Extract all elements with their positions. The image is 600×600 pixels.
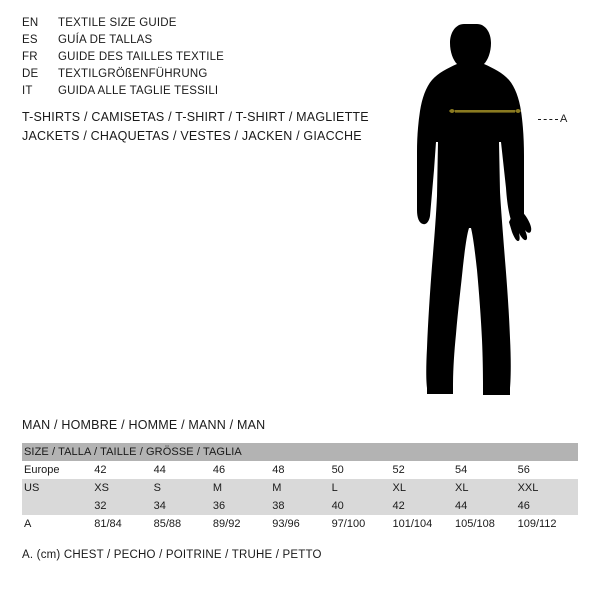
cell-europe-5: 52 [391,461,454,479]
table-row [22,497,578,515]
table-row [22,515,578,533]
row-label-a: A [22,515,92,533]
cell-usnum-5: 42 [391,497,454,515]
language-code-es: ES [22,34,38,46]
cell-europe-1: 44 [152,461,211,479]
cell-europe-4: 50 [330,461,391,479]
cell-a-4: 97/100 [330,515,391,533]
cell-usnum-3: 38 [270,497,329,515]
category-tshirts: T-SHIRTS / CAMISETAS / T-SHIRT / T-SHIRT / MAGLIETTE [22,110,369,124]
cell-europe-0: 42 [92,461,151,479]
cell-usnum-4: 40 [330,497,391,515]
figure-illustration [400,10,600,400]
language-code-en: EN [22,17,39,29]
cell-us-6: XL [453,479,516,497]
cell-us-1: S [152,479,211,497]
cell-europe-2: 46 [211,461,270,479]
table-row [22,479,578,497]
measure-label-a: A [560,113,568,125]
cell-usnum-7: 46 [516,497,578,515]
measure-leader-line [538,119,558,121]
cell-us-0: XS [92,479,151,497]
row-label-europe: Europe [22,461,92,479]
cell-a-7: 109/112 [516,515,578,533]
language-row-es [22,34,352,51]
row-label-us-numeric [22,497,92,515]
cell-us-2: M [211,479,270,497]
cell-a-3: 93/96 [270,515,329,533]
language-row-en [22,17,352,34]
language-text-es: GUÍA DE TALLAS [58,34,153,46]
language-text-fr: GUIDE DES TAILLES TEXTILE [58,51,225,63]
language-row-it [22,85,352,102]
table-title: MAN / HOMBRE / HOMME / MANN / MAN [22,418,266,432]
row-label-us: US [22,479,92,497]
cell-europe-6: 54 [453,461,516,479]
cell-a-6: 105/108 [453,515,516,533]
cell-usnum-6: 44 [453,497,516,515]
cell-europe-3: 48 [270,461,329,479]
cell-usnum-0: 32 [92,497,151,515]
cell-us-7: XXL [516,479,578,497]
cell-usnum-1: 34 [152,497,211,515]
size-table [22,443,578,533]
language-code-de: DE [22,68,39,80]
cell-us-5: XL [391,479,454,497]
table-header-label: SIZE / TALLA / TAILLE / GRÖSSE / TAGLIA [22,443,578,461]
man-silhouette-icon [400,10,600,400]
language-header-block [22,17,352,102]
language-text-en: TEXTILE SIZE GUIDE [58,17,177,29]
language-row-fr [22,51,352,68]
footnote-chest-measure: A. (cm) CHEST / PECHO / POITRINE / TRUHE / PETTO [22,549,322,561]
cell-us-4: L [330,479,391,497]
language-text-it: GUIDA ALLE TAGLIE TESSILI [58,85,219,97]
language-code-it: IT [22,85,33,97]
cell-us-3: M [270,479,329,497]
table-header-row [22,443,578,461]
cell-usnum-2: 36 [211,497,270,515]
language-row-de [22,68,352,85]
cell-a-0: 81/84 [92,515,151,533]
category-jackets: JACKETS / CHAQUETAS / VESTES / JACKEN / GIACCHE [22,129,362,143]
cell-a-1: 85/88 [152,515,211,533]
category-list [22,110,422,148]
cell-a-2: 89/92 [211,515,270,533]
cell-a-5: 101/104 [391,515,454,533]
cell-europe-7: 56 [516,461,578,479]
language-code-fr: FR [22,51,38,63]
language-text-de: TEXTILGRÖßENFÜHRUNG [58,68,208,80]
table-row [22,461,578,479]
